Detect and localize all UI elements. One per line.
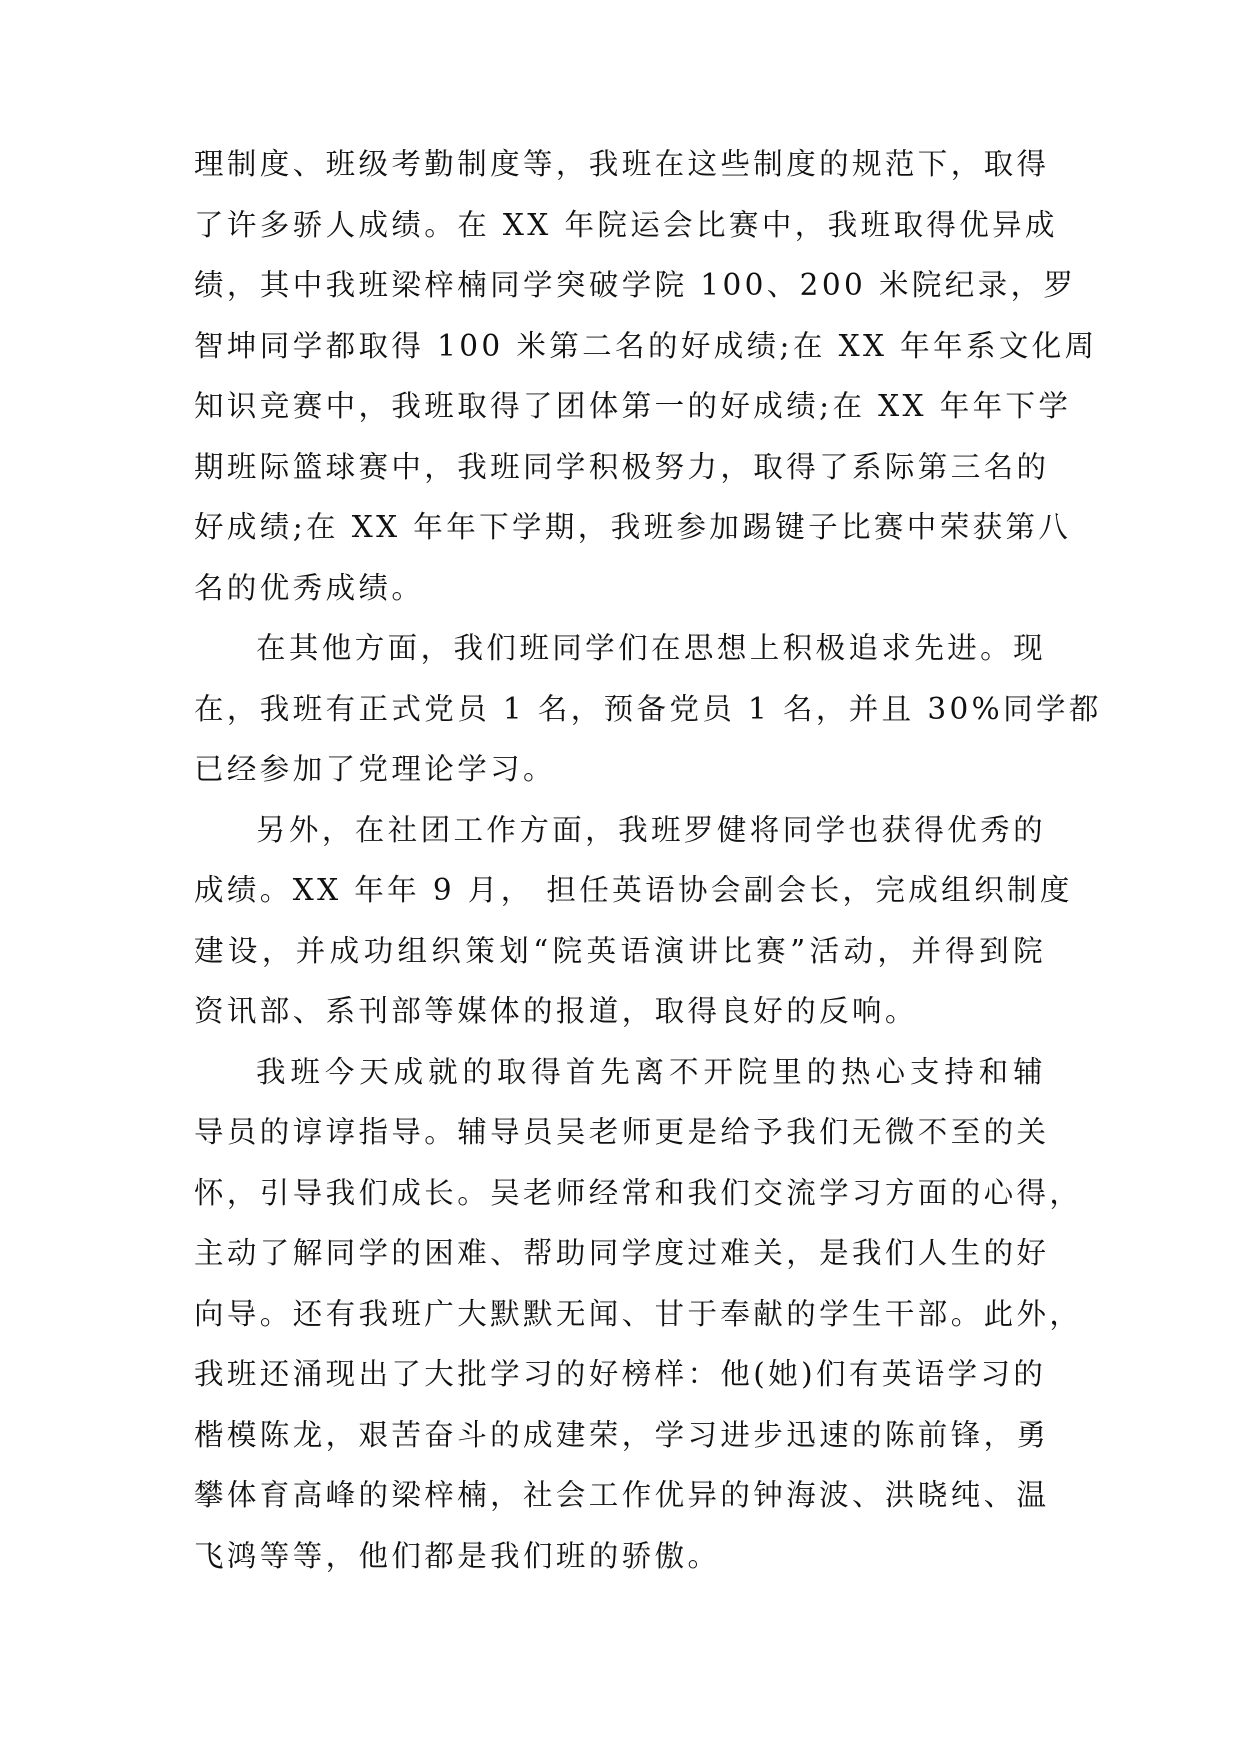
paragraph-line: 另外，在社团工作方面，我班罗健将同学也获得优秀的 [256,813,1046,847]
paragraph-line: 好成绩;在 XX 年年下学期，我班参加踢键子比赛中荣获第八 [194,510,1072,544]
paragraph-line: 名的优秀成绩。 [194,571,425,605]
paragraph-line: 我班还涌现出了大批学习的好榜样：他(她)们有英语学习的 [194,1357,1047,1391]
paragraph-line: 我班今天成就的取得首先离不开院里的热心支持和辅 [256,1055,1046,1089]
paragraph-line: 向导。还有我班广大默默无闻、甘于奉献的学生干部。此外， [194,1297,1083,1331]
paragraph-line: 攀体育高峰的梁梓楠，社会工作优异的钟海波、洪晓纯、温 [194,1478,1050,1512]
paragraph-line: 飞鸿等等，他们都是我们班的骄傲。 [194,1539,721,1573]
paragraph-line: 主动了解同学的困难、帮助同学度过难关，是我们人生的好 [194,1236,1050,1270]
paragraph-line: 知识竞赛中，我班取得了团体第一的好成绩;在 XX 年年下学 [194,389,1072,423]
paragraph-line: 期班际篮球赛中，我班同学积极努力，取得了系际第三名的 [194,450,1050,484]
paragraph-line: 了许多骄人成绩。在 XX 年院运会比赛中，我班取得优异成 [194,208,1058,242]
paragraph-line: 楷模陈龙，艰苦奋斗的成建荣，学习进步迅速的陈前锋，勇 [194,1418,1050,1452]
paragraph-line: 在，我班有正式党员 1 名，预备党员 1 名，并且 30%同学都 [194,692,1102,726]
paragraph-line: 在其他方面，我们班同学们在思想上积极追求先进。现 [256,631,1046,665]
paragraph-line: 绩，其中我班梁梓楠同学突破学院 100、200 米院纪录，罗 [194,268,1077,302]
paragraph-line: 导员的谆谆指导。辅导员吴老师更是给予我们无微不至的关 [194,1115,1050,1149]
paragraph-line: 成绩。XX 年年 9 月， 担任英语协会副会长，完成组织制度 [194,873,1073,907]
paragraph-line: 怀，引导我们成长。吴老师经常和我们交流学习方面的心得， [194,1176,1083,1210]
paragraph-line: 智坤同学都取得 100 米第二名的好成绩;在 XX 年年系文化周 [194,329,1098,363]
paragraph-line: 资讯部、系刊部等媒体的报道，取得良好的反响。 [194,994,918,1028]
paragraph-line: 理制度、班级考勤制度等，我班在这些制度的规范下，取得 [194,147,1050,181]
paragraph-line: 建设，并成功组织策划“院英语演讲比赛”活动，并得到院 [194,934,1046,968]
paragraph-line: 已经参加了党理论学习。 [194,752,556,786]
